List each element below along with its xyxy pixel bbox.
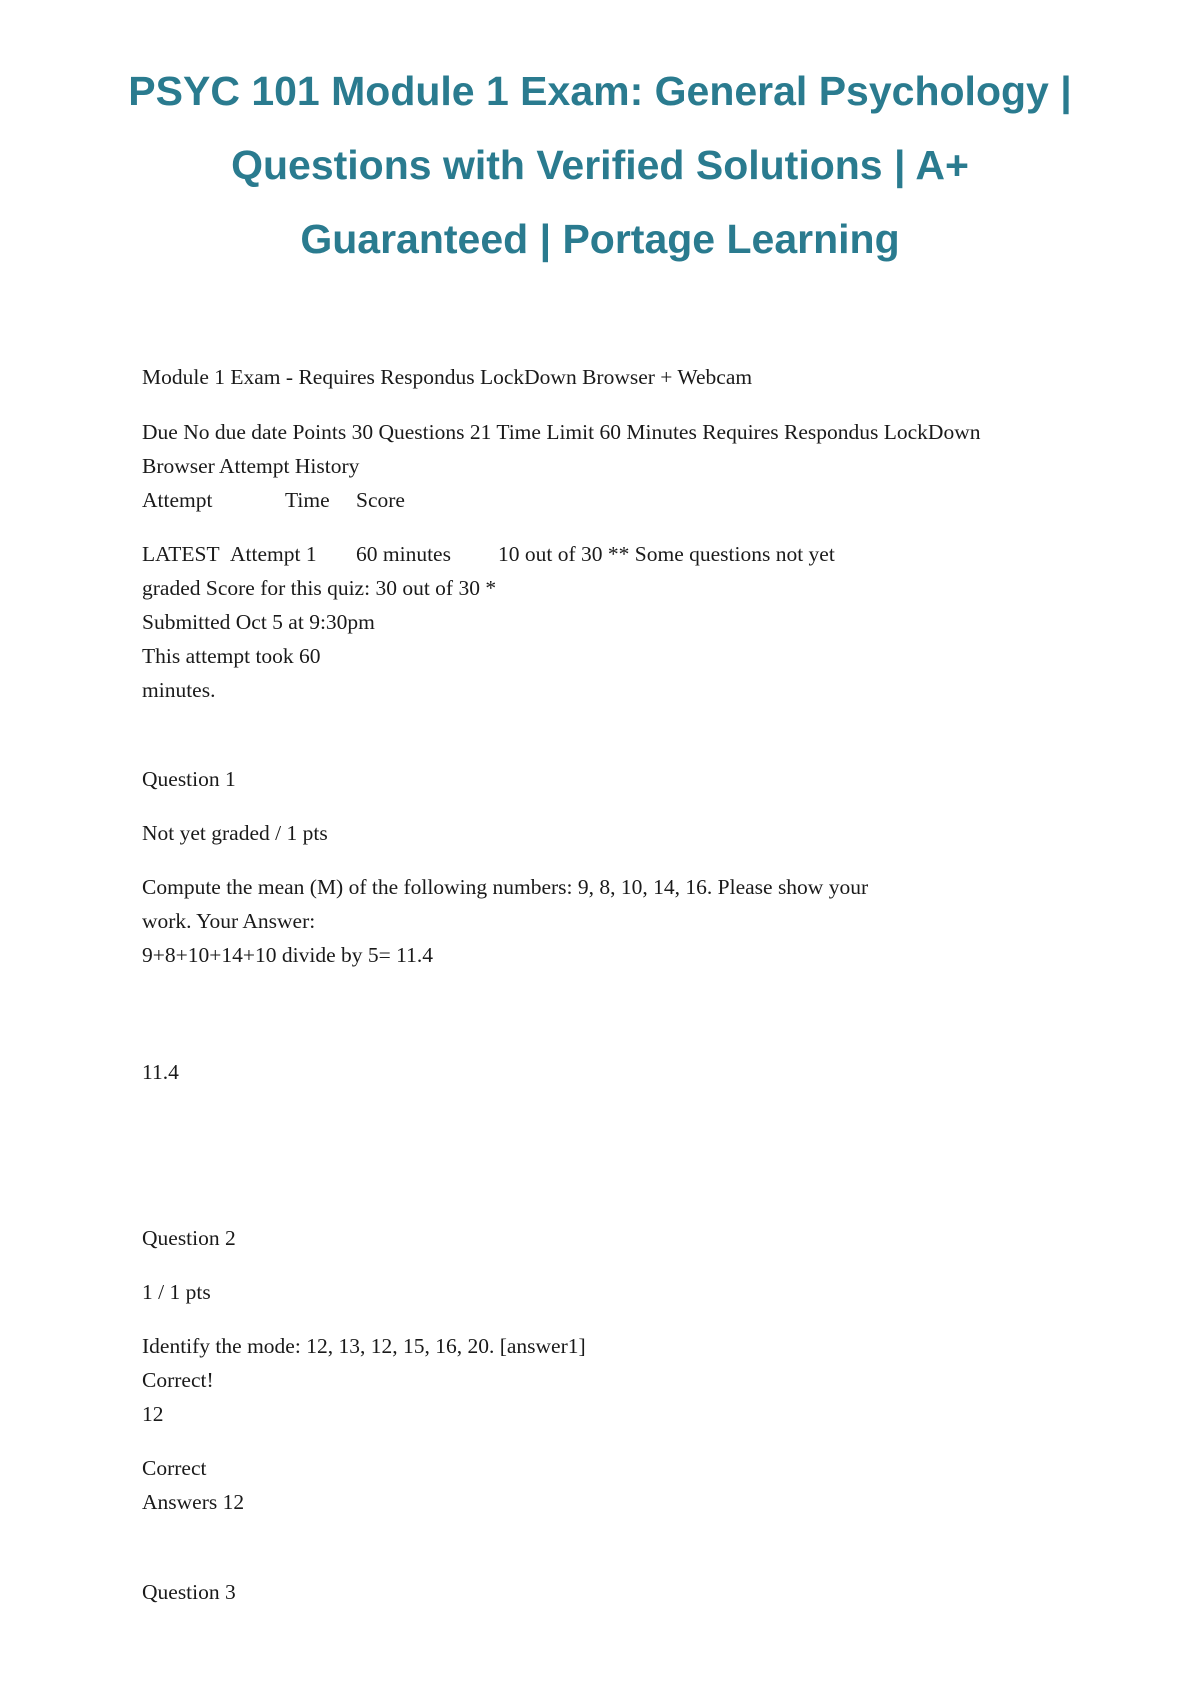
question-2-answer: 12 [142,1402,164,1426]
latest-attempt: Attempt 1 [230,542,317,566]
graded-score-line: graded Score for this quiz: 30 out of 30 * [142,576,497,600]
attempt-header-attempt: Attempt [142,488,213,512]
attempt-duration-line-2: minutes. [142,678,216,702]
question-2-correct-value: Answers 12 [142,1490,245,1514]
question-2-status: Correct! [142,1368,214,1392]
question-1-prompt [142,870,1072,972]
title-line-3: Guaranteed | Portage Learning [300,216,900,262]
latest-attempt-block [142,537,1072,707]
question-2-body [142,1329,1072,1431]
submitted-line: Submitted Oct 5 at 9:30pm [142,610,375,634]
attempt-duration-line-1: This attempt took 60 [142,644,321,668]
exam-details [142,415,1072,517]
question-2-points: 1 / 1 pts [142,1280,211,1304]
title-line-1: PSYC 101 Module 1 Exam: General Psychology | [128,68,1072,114]
latest-score: 10 out of 30 ** Some questions not yet [498,542,835,566]
title-line-2: Questions with Verified Solutions | A+ [231,142,969,188]
question-2-correct-answers [142,1451,1072,1519]
attempt-history-header [142,483,1072,517]
question-2-prompt: Identify the mode: 12, 13, 12, 15, 16, 20. [answer1] [142,1334,586,1358]
question-1-prompt-line-1: Compute the mean (M) of the following numbers: 9, 8, 10, 14, 16. Please show your [142,875,869,899]
question-3-title: Question 3 [142,1580,236,1604]
question-2-title: Question 2 [142,1226,236,1250]
question-1-prompt-line-2: work. Your Answer: [142,909,316,933]
exam-details-line-2: Browser Attempt History [142,454,360,478]
exam-heading: Module 1 Exam - Requires Respondus LockDown Browser + Webcam [142,365,753,389]
attempt-header-score: Score [356,488,405,512]
question-2-correct-label: Correct [142,1456,207,1480]
question-1-title: Question 1 [142,767,236,791]
question-1-points: Not yet graded / 1 pts [142,821,328,845]
question-1-work: 9+8+10+14+10 divide by 5= 11.4 [142,943,433,967]
latest-label: LATEST [142,542,220,566]
latest-attempt-row [142,537,1072,571]
document-title [110,54,1090,276]
latest-time: 60 minutes [356,542,451,566]
question-1-answer: 11.4 [142,1060,179,1084]
attempt-header-time: Time [285,488,330,512]
exam-details-line-1: Due No due date Points 30 Questions 21 Time Limit 60 Minutes Requires Respondus LockDown [142,420,981,444]
